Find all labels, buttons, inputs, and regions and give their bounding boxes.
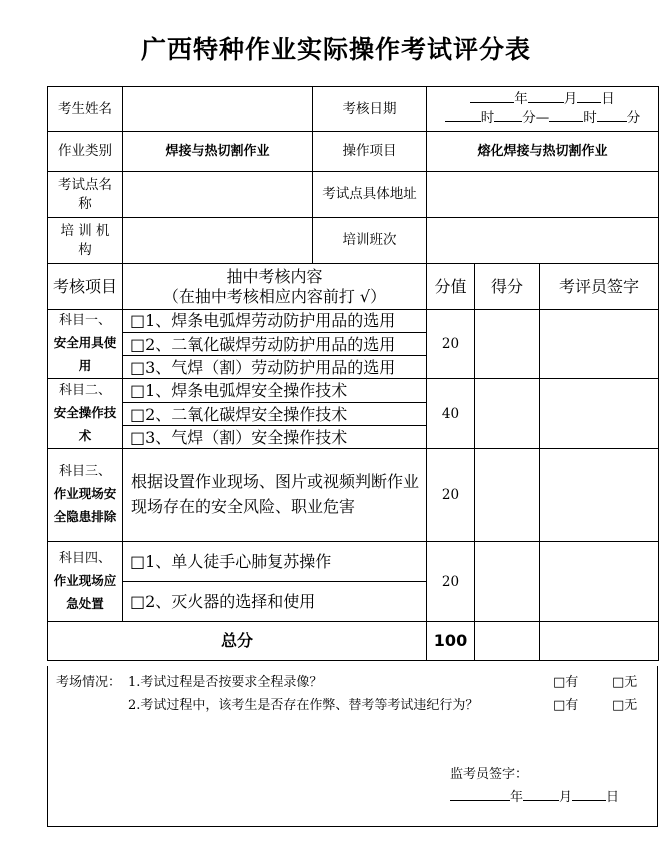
subject-1-score[interactable] [475, 310, 540, 379]
subject-4-signature[interactable] [540, 542, 659, 622]
subject-4-option-1[interactable]: □1、单人徒手心肺复苏操作 [123, 542, 427, 582]
q1-yes-checkbox[interactable]: □有 [553, 675, 579, 690]
subject-1-name: 科目一、 安全用具使用 [48, 310, 123, 379]
subject-2-option-2[interactable]: □2、二氧化碳焊安全操作技术 [123, 403, 427, 426]
subject-1-option-2[interactable]: □2、二氧化碳焊劳动防护用品的选用 [123, 333, 427, 356]
address-field[interactable] [427, 172, 659, 218]
total-label: 总分 [48, 622, 427, 661]
exam-notes [47, 666, 658, 827]
subject-1-option-3[interactable]: □3、气焊（割）劳动防护用品的选用 [123, 356, 427, 379]
total-score[interactable] [475, 622, 540, 661]
invigilator-label: 监考员签字： [450, 767, 529, 782]
header-item: 考核项目 [48, 264, 123, 310]
subject-3-signature[interactable] [540, 449, 659, 542]
q2-no-checkbox[interactable]: □无 [612, 698, 638, 713]
sign-date[interactable]: 年 月 日 [450, 786, 619, 805]
subject-4-option-2[interactable]: □2、灭火器的选择和使用 [123, 582, 427, 622]
candidate-label: 考生姓名 [48, 87, 123, 132]
total-value: 100 [427, 622, 475, 661]
score-table [47, 86, 659, 661]
subject-3-points: 20 [427, 449, 475, 542]
site-field[interactable] [123, 172, 313, 218]
subject-2-option-1[interactable]: □1、焊条电弧焊安全操作技术 [123, 379, 427, 403]
category-label: 作业类别 [48, 132, 123, 172]
total-signature[interactable] [540, 622, 659, 661]
category-value: 焊接与热切割作业 [123, 132, 313, 172]
subject-2-points: 40 [427, 379, 475, 449]
operation-value: 熔化焊接与热切割作业 [427, 132, 659, 172]
subject-2-score[interactable] [475, 379, 540, 449]
subject-1-points: 20 [427, 310, 475, 379]
header-examiner: 考评员签字 [540, 264, 659, 310]
class-label: 培训班次 [313, 218, 427, 264]
q1-no-checkbox[interactable]: □无 [612, 675, 638, 690]
subject-4-name: 科目四、 作业现场应急处置 [48, 542, 123, 622]
subject-2-signature[interactable] [540, 379, 659, 449]
subject-1-option-1[interactable]: □1、焊条电弧焊劳动防护用品的选用 [123, 310, 427, 333]
subject-2-name: 科目二、 安全操作技术 [48, 379, 123, 449]
subject-4-points: 20 [427, 542, 475, 622]
subject-3-name: 科目三、 作业现场安全隐患排除 [48, 449, 123, 542]
training-org-label: 培 训 机 构 [48, 218, 123, 264]
header-content: 抽中考核内容 （在抽中考核相应内容前打 √） [123, 264, 427, 310]
operation-label: 操作项目 [313, 132, 427, 172]
training-org-field[interactable] [123, 218, 313, 264]
header-points: 分值 [427, 264, 475, 310]
address-label: 考试点具体地址 [313, 172, 427, 218]
subject-4-score[interactable] [475, 542, 540, 622]
exam-date-label: 考核日期 [313, 87, 427, 132]
page-title: 广西特种作业实际操作考试评分表 [140, 35, 531, 64]
subject-1-signature[interactable] [540, 310, 659, 379]
subject-3-score[interactable] [475, 449, 540, 542]
header-score: 得分 [475, 264, 540, 310]
question-2: 2.考试过程中，该考生是否存在作弊、替考等考试违纪行为？ [128, 698, 479, 713]
question-1: 1.考试过程是否按要求全程录像？ [128, 675, 323, 690]
subject-3-content: 根据设置作业现场、图片或视频判断作业现场存在的安全风险、职业危害 [123, 449, 427, 542]
exam-date-field[interactable]: 年 月 日 时 分— 时 分 [427, 87, 659, 132]
class-field[interactable] [427, 218, 659, 264]
subject-2-option-3[interactable]: □3、气焊（割）安全操作技术 [123, 426, 427, 449]
notes-label: 考场情况： [56, 675, 122, 690]
q2-yes-checkbox[interactable]: □有 [553, 698, 579, 713]
site-label: 考试点名称 [48, 172, 123, 218]
candidate-field[interactable] [123, 87, 313, 132]
